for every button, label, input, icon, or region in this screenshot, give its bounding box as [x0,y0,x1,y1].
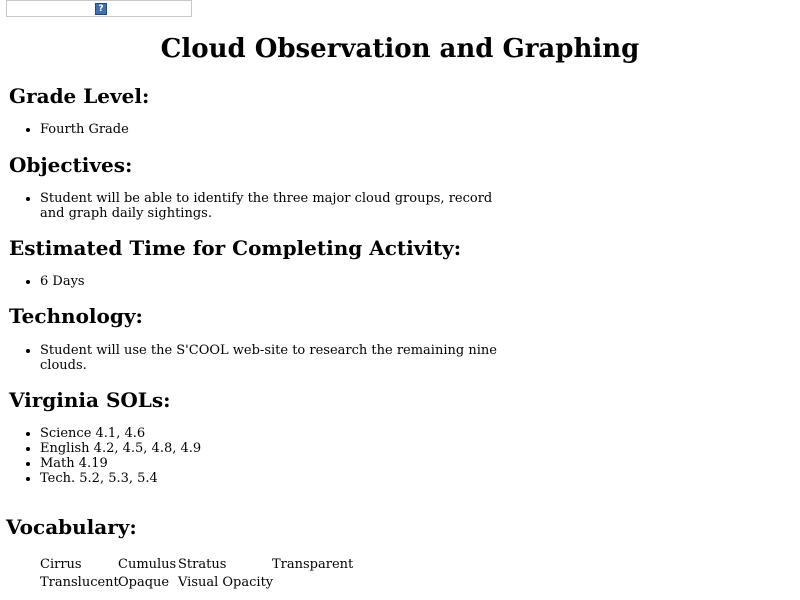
technology-heading: Technology: [9,304,143,328]
technology-list [9,343,510,373]
vocabulary-term: Stratus [178,557,227,572]
list-item: • Fourth Grade [40,122,520,137]
vocabulary-term: Cirrus [40,557,82,572]
list-item: • Tech. 5.2, 5.3, 5.4 [40,471,520,486]
list-item: • Student will be able to identify the three major cloud groups, record and graph daily sightings. [40,191,520,221]
grade-level-list [9,122,520,137]
grade-level-heading: Grade Level: [9,84,150,108]
vocabulary-term: Transparent [272,557,354,572]
list-item: • English 4.2, 4.5, 4.8, 4.9 [40,441,520,456]
vocabulary-table [40,556,440,592]
vocabulary-term: Cumulus [118,557,177,572]
list-item: • Math 4.19 [40,456,520,471]
estimated-time-list [9,274,520,289]
list-item: • Science 4.1, 4.6 [40,426,520,441]
vocabulary-term: Translucent [40,575,119,590]
missing-image-icon: ? [95,3,107,15]
virginia-sols-list [9,426,520,486]
list-item: • 6 Days [40,274,520,289]
vocabulary-heading: Vocabulary: [6,515,137,539]
objectives-list [9,191,520,221]
objectives-heading: Objectives: [9,153,133,177]
page-title: Cloud Observation and Graphing [160,34,640,64]
vocabulary-row [40,556,440,574]
virginia-sols-heading: Virginia SOLs: [9,388,171,412]
vocabulary-term: Visual Opacity [178,575,274,590]
vocabulary-row [40,574,440,592]
estimated-time-heading: Estimated Time for Completing Activity: [9,236,462,260]
list-item: • Student will use the S'COOL web-site to research the remaining nine clouds. [40,343,510,373]
broken-image [6,0,192,17]
vocabulary-term: Opaque [118,575,170,590]
